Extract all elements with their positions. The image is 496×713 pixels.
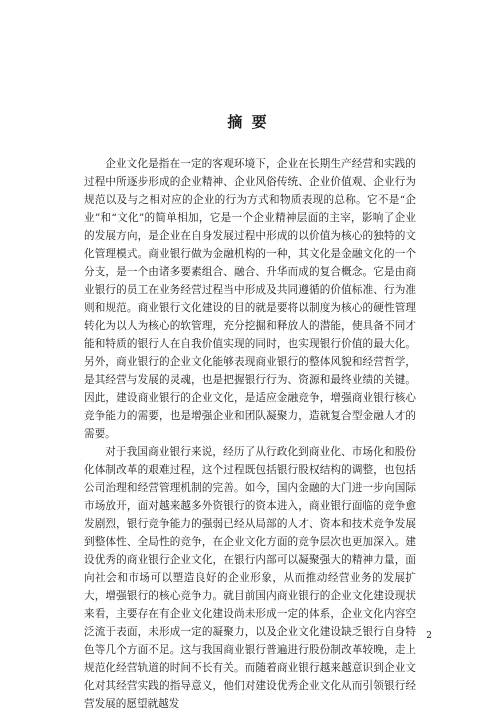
abstract-body bbox=[84, 155, 416, 713]
paragraph-2: 对于我国商业银行来说，经历了从行政化到商业化、市场化和股份化体制改革的艰难过程，这个过程既包括银行股权结构的调整，也包括公司治理和经营管理机制的完善。如今，国内金融的大门进一步向国际市场放开，面对越来越多外资银行的资本进入，商业银行面临的竞争愈发剧烈，银行竞争能力的强弱已经从局部的人才、资本和技术竞争发展到整体性、全局性的竞争，在企业文化方面的竞争层次也更加深入。建设优秀的商业银行企业文化，在银行内部可以凝聚强大的精神力量，面向社会和市场可以塑造良好的企业形象，从而推动经营业务的发展扩大，增强银行的核心竞争力。就目前国内商业银行的企业文化建设现状来看，主要存在有企业文化建设尚未形成一定的体系，企业文化内容空泛流于表面，未形成一定的凝聚力，以及企业文化建设缺乏银行自身特色等几个方面不足。这与我国商业银行普遍进行股份制改革较晚，走上规范化经营轨道的时间不长有关。而随着商业银行越来越意识到企业文化对其经营实践的指导意义，他们对建设优秀企业文化从而引领银行经营发展的愿望就越发 bbox=[84, 446, 416, 710]
paragraph-1: 企业文化是指在一定的客观环境下，企业在长期生产经营和实践的过程中所逐步形成的企业精神、企业风俗传统、企业价值观、企业行为规范以及与之相对应的企业的行为方式和物质表现的总称。它不是“企业”和“文化”的简单相加，它是一个企业精神层面的主宰，影响了企业的发展方向，是企业在自身发展过程中形成的以价值为核心的独特的文化管理模式。商业银行做为金融机构的一种，其文化是金融文化的一个分支，是一个由诸多要素组合、融合、升华而成的复合概念。它是由商业银行的员工在业务经营过程当中形成及共同遵循的价值标准、行为准则和规范。商业银行文化建设的目的就是要将以制度为核心的硬性管理转化为以人为核心的软管理，充分挖掘和释放人的潜能，使具备不同才能和特质的银行人在自我价值实现的同时，也实现银行价值的最大化。另外，商业银行的企业文化能够表现商业银行的整体风貌和经营哲学，是其经营与发展的灵魂，也是把握银行行为、资源和最终业绩的关键。因此，建设商业银行的企业文化，是适应金融竞争，增强商业银行核心竞争能力的需要，也是增强企业和团队凝聚力，造就复合型金融人才的需要。 bbox=[84, 158, 416, 440]
page-title: 摘 要 bbox=[227, 113, 269, 131]
page-number: 2 bbox=[426, 631, 432, 641]
